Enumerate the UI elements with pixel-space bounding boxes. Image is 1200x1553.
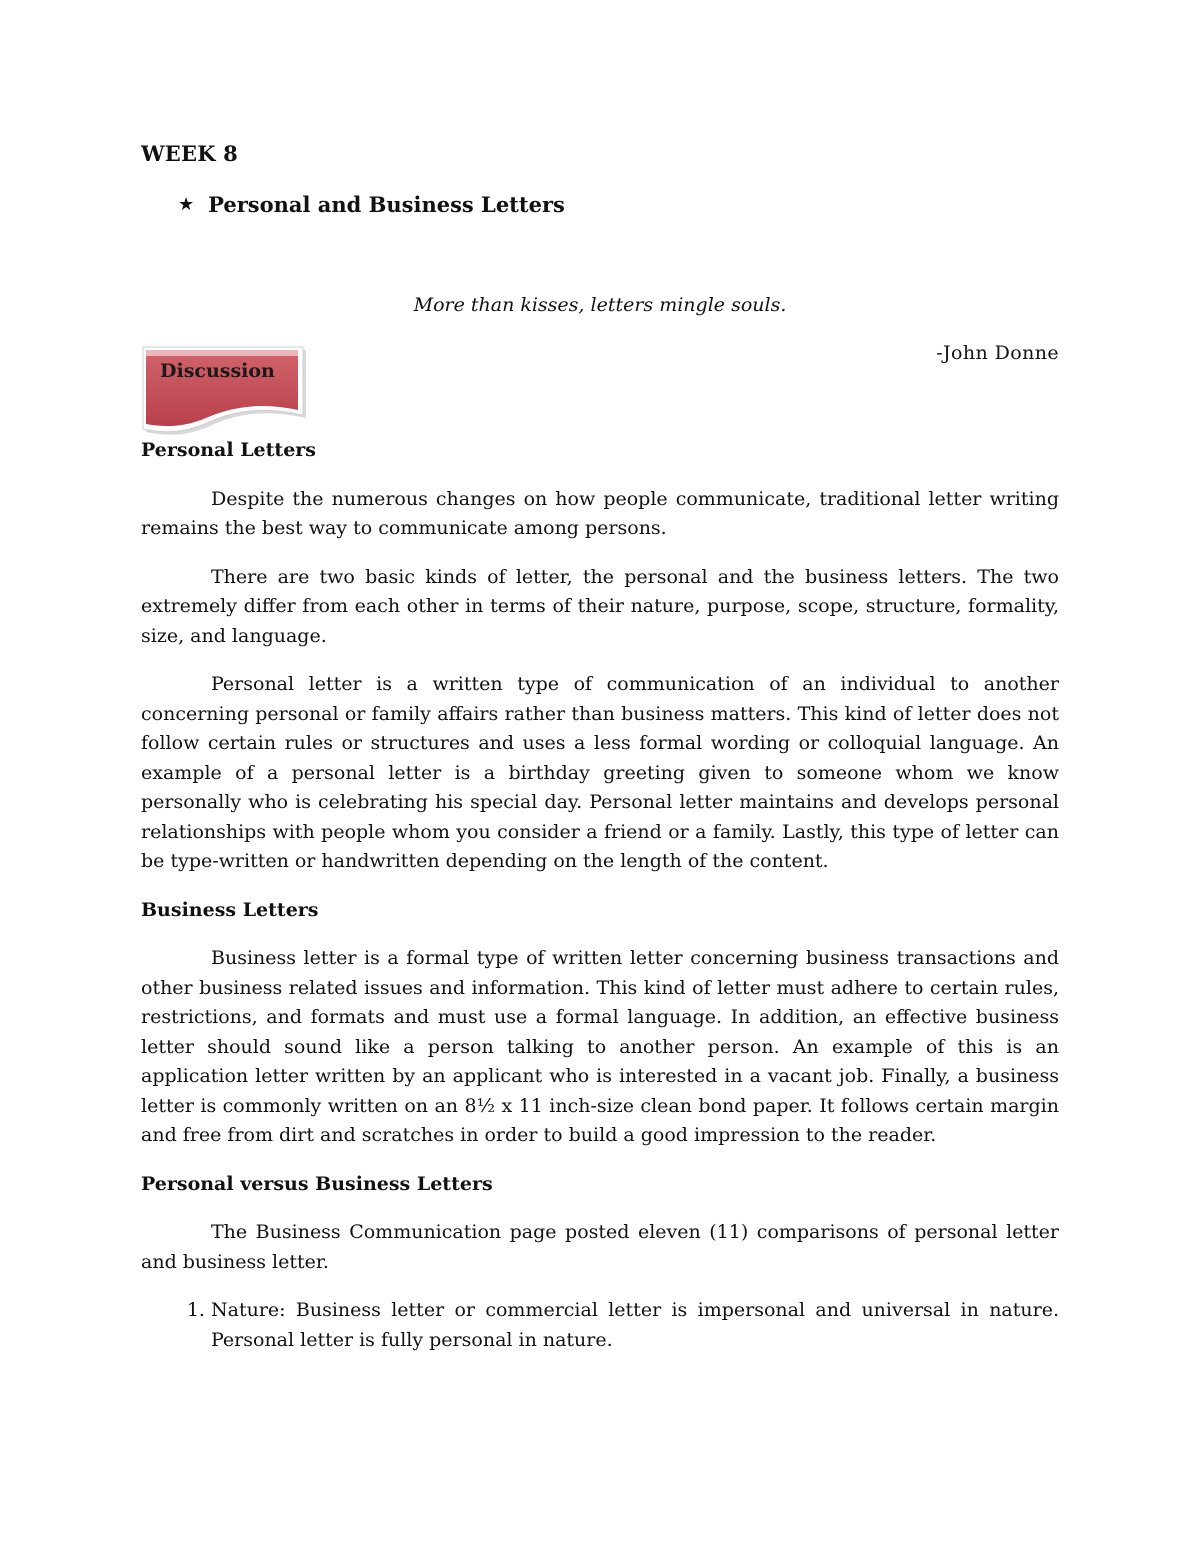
comparison-list <box>141 1296 1059 1355</box>
document-body <box>141 436 1059 1355</box>
topic-title: Personal and Business Letters <box>208 192 565 217</box>
paragraph: Despite the numerous changes on how people communicate, traditional letter writing remains the best way to communicate among persons. <box>141 487 1059 539</box>
list-item: 1. Nature: Business letter or commercial letter is impersonal and universal in nature. Personal letter is fully personal in nature. <box>211 1296 1059 1355</box>
discussion-badge <box>140 342 308 438</box>
section-heading: Business Letters <box>141 898 319 921</box>
star-bullet-icon: ★ <box>178 194 195 215</box>
discussion-badge-label: Discussion <box>160 360 275 382</box>
paragraph: There are two basic kinds of letter, the personal and the business letters. The two extremely differ from each other in terms of their nature, purpose, scope, structure, formality, size, and language. <box>141 565 1059 647</box>
week-title: WEEK 8 <box>141 141 238 166</box>
topic-heading <box>180 192 565 217</box>
epigraph-quote: More than kisses, letters mingle souls. <box>413 294 787 316</box>
discussion-banner-icon <box>140 342 308 438</box>
section-heading: Personal versus Business Letters <box>141 1172 493 1195</box>
paragraph: Personal letter is a written type of communication of an individual to another concerning personal or family affairs rather than business matters. This kind of letter does not follow certain rules or structures and uses a less formal wording or colloquial language. An example of a personal letter is a birthday greeting given to someone whom we know personally who is celebrating his special day. Personal letter maintains and develops personal relationships with people whom you consider a friend or a family. Lastly, this type of letter can be type-written or handwritten depending on the length of the content. <box>141 673 1059 872</box>
paragraph: The Business Communication page posted eleven (11) comparisons of personal letter and business letter. <box>141 1221 1059 1273</box>
paragraph: Business letter is a formal type of written letter concerning business transactions and other business related issues and information. This kind of letter must adhere to certain rules, restrictions, and formats and must use a formal language. In addition, an effective business letter should sound like a person talking to another person. An example of this is an application letter written by an applicant who is interested in a vacant job. Finally, a business letter is commonly written on an 8½ x 11 inch-size clean bond paper. It follows certain margin and free from dirt and scratches in order to build a good impression to the reader. <box>141 947 1059 1146</box>
section-heading: Personal Letters <box>141 439 316 461</box>
epigraph-author: -John Donne <box>936 342 1059 364</box>
